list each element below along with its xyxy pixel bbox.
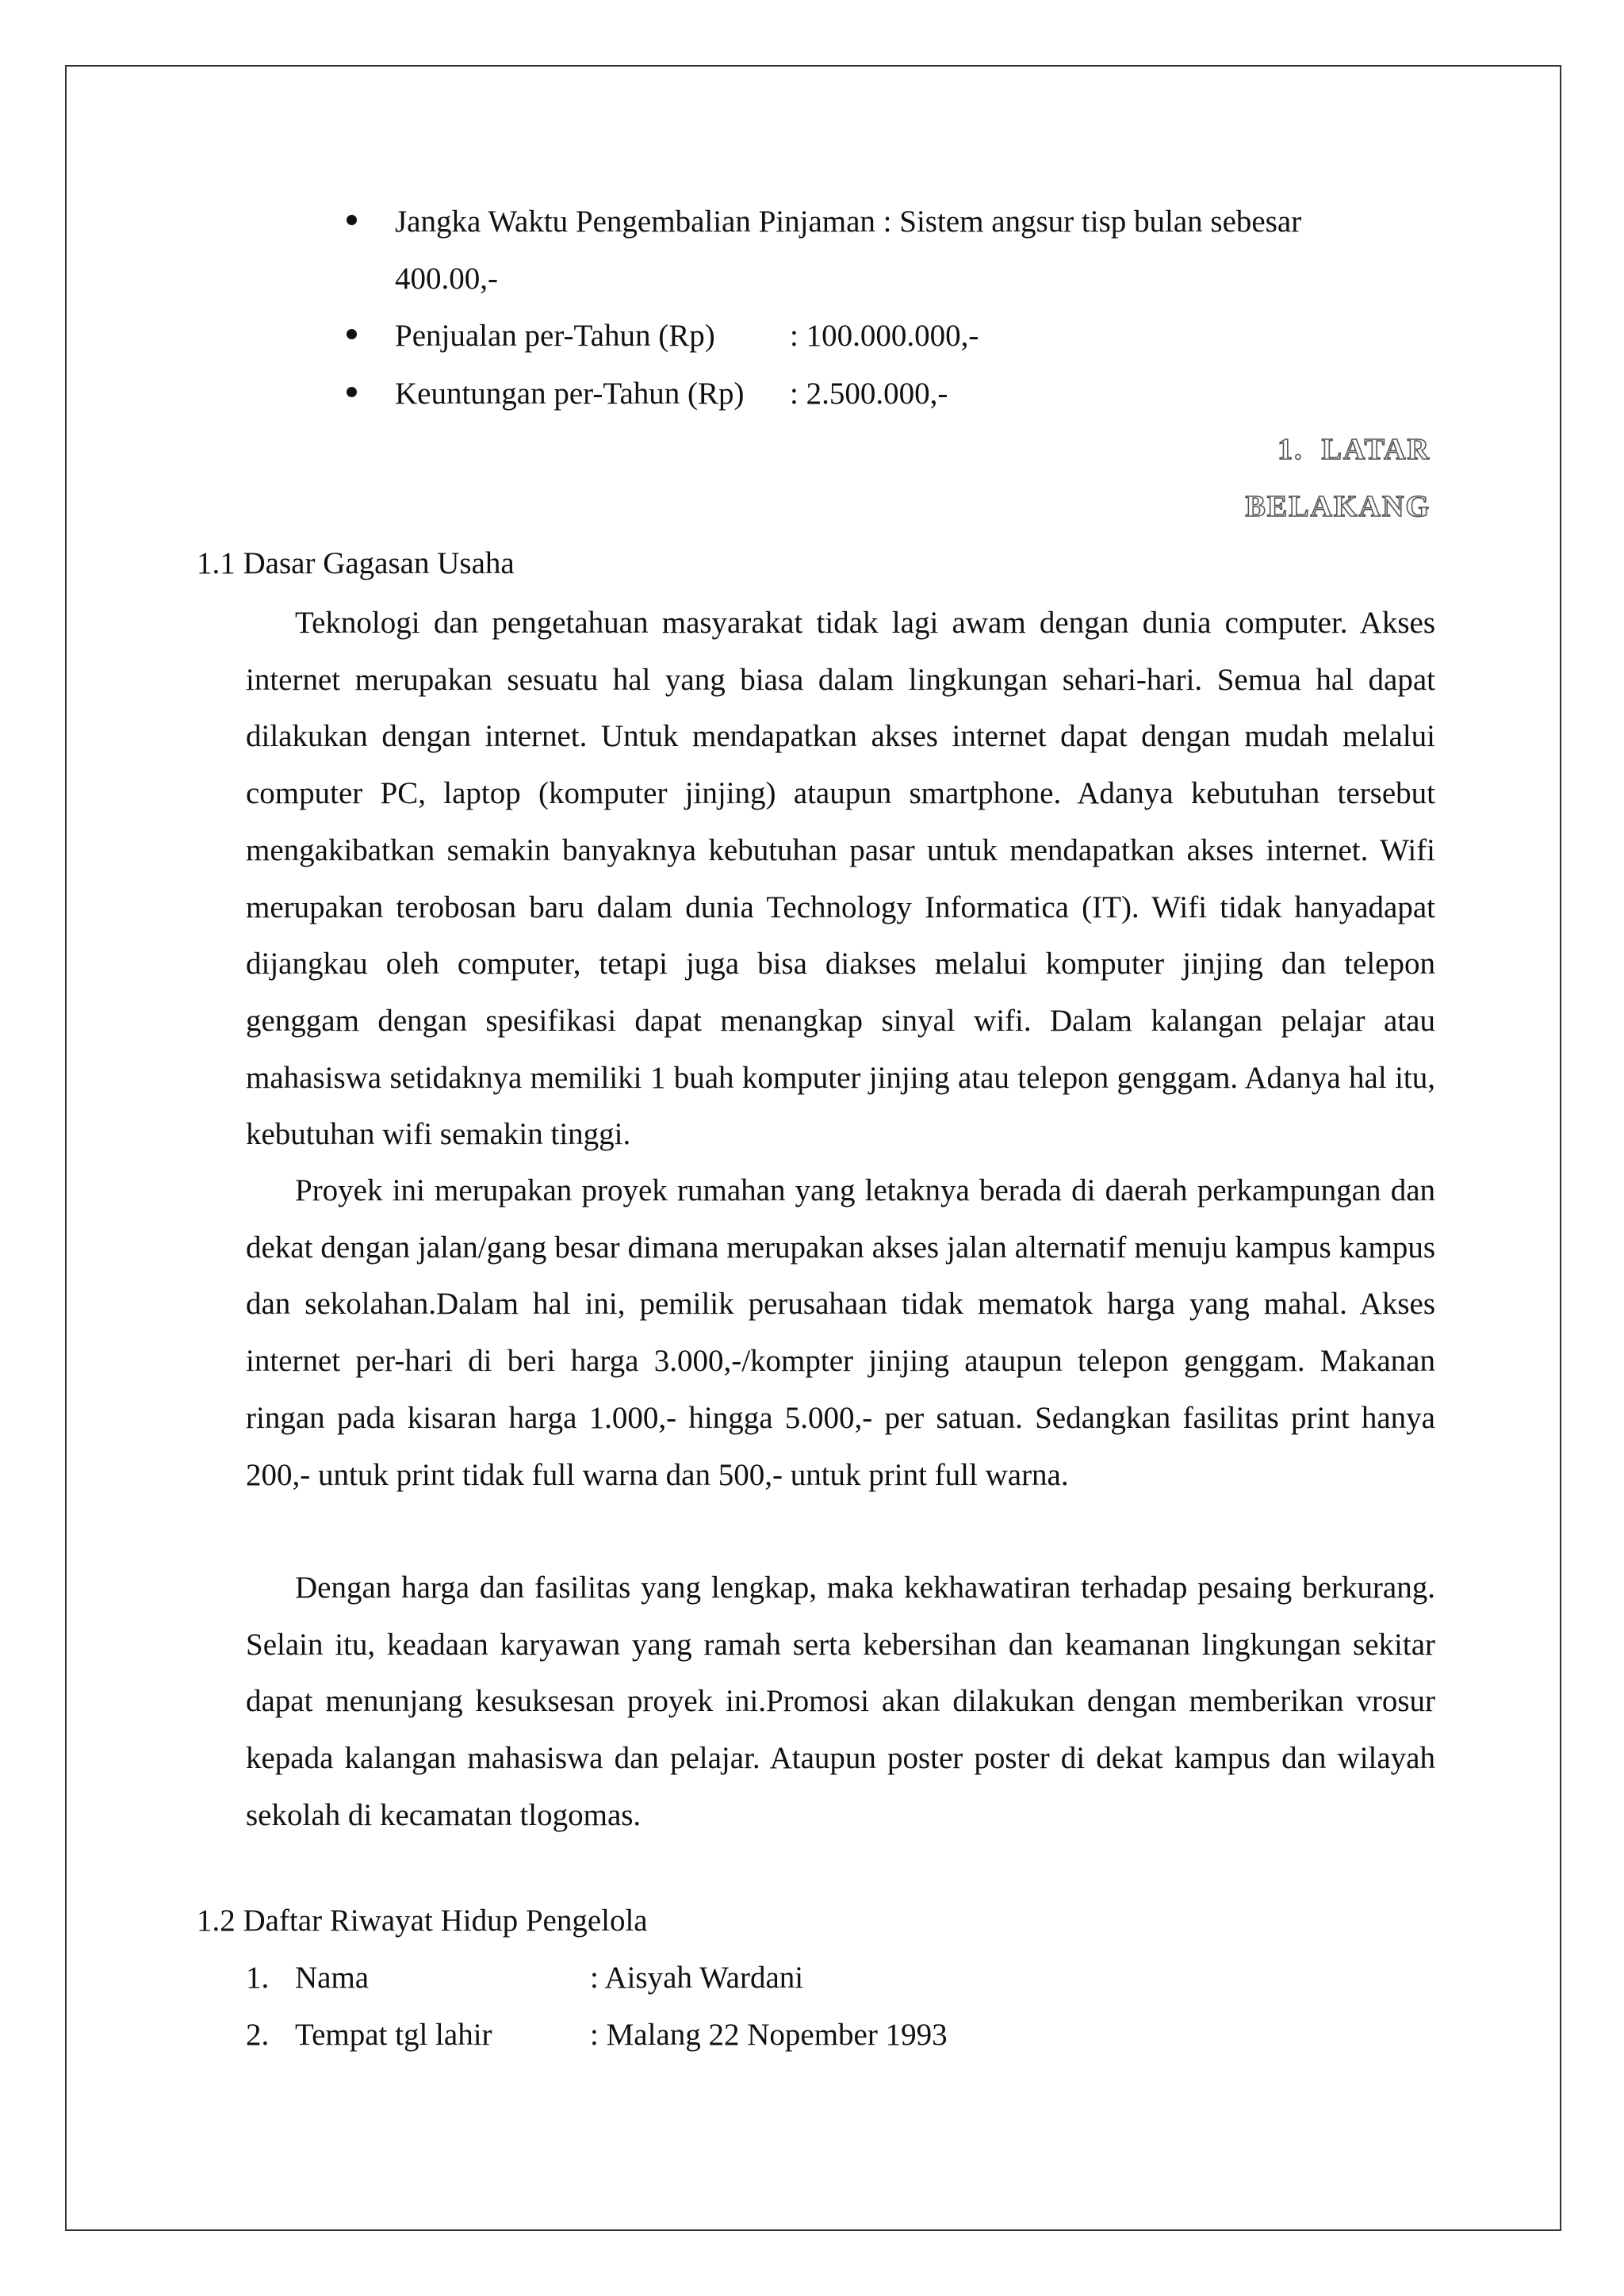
section-heading-line1: 1. LATAR xyxy=(1277,433,1431,466)
paragraph-1-text: Teknologi dan pengetahuan masyarakat tidak lagi awam dengan dunia computer. Akses internet merupakan sesuatu hal yang biasa dalam lingkungan sehari-hari. Semua hal dapat dilakukan dengan internet. Untuk mendapatkan akses internet dapat dengan mudah melalui computer PC, laptop (komputer jinjing) ataupun smartphone. Adanya kebutuhan tersebut mengakibatkan semakin banyaknya kebutuhan pasar untuk mendapatkan akses internet. Wifi merupakan terobosan baru dalam dunia Technology Informatica (IT). Wifi tidak hanyadapat dijangkau oleh computer, tetapi juga bisa diakses melalui komputer jinjing dan telepon genggam dengan spesifikasi dapat menangkap sinyal wifi. Dalam kalangan pelajar atau mahasiswa setidaknya memiliki 1 buah komputer jinjing atau telepon genggam. Adanya hal itu, kebutuhan wifi semakin tinggi. xyxy=(246,606,1435,1152)
section-1-1-title: 1.1 Dasar Gagasan Usaha xyxy=(197,546,515,580)
bullet-item-profit-label: Keuntungan per-Tahun (Rp) xyxy=(395,377,745,411)
paragraph-3 xyxy=(246,1559,1435,1844)
bullet-item-sales-label: Penjualan per-Tahun (Rp) xyxy=(395,319,715,353)
paragraph-2-text: Proyek ini merupakan proyek rumahan yang letaknya berada di daerah perkampungan dan dekat dengan jalan/gang besar dimana merupakan akses jalan alternatif menuju kampus kampus dan sekolahan.Dalam hal ini, pemilik perusahaan tidak mematok harga yang mahal. Akses internet per-hari di beri harga 3.000,-/kompter jinjing ataupun telepon genggam. Makanan ringan pada kisaran harga 1.000,- hingga 5.000,- per satuan. Sedangkan fasilitas print hanya 200,- untuk print tidak full warna dan 500,- untuk print full warna. xyxy=(246,1173,1435,1492)
paragraph-3-text: Dengan harga dan fasilitas yang lengkap, maka kekhawatiran terhadap pesaing berkurang. Selain itu, keadaan karyawan yang ramah serta kebersihan dan keamanan lingkungan sekitar dapat menunjang kesuksesan proyek ini.Promosi akan dilakukan dengan memberikan vrosur kepada kalangan mahasiswa dan pelajar. Ataupun poster poster di dekat kampus dan wilayah sekolah di kecamatan tlogomas. xyxy=(246,1571,1435,1832)
bullet-item-sales-value: : 100.000.000,- xyxy=(790,319,979,353)
cv-item-number: 2. xyxy=(246,2018,270,2052)
bullet-item-profit-value: : 2.500.000,- xyxy=(790,377,948,411)
cv-item-number: 1. xyxy=(246,1961,270,1995)
section-heading-line2: BELAKANG xyxy=(1245,490,1431,523)
bullet-dot-icon xyxy=(347,387,357,397)
cv-item-label: Nama xyxy=(295,1961,370,1995)
cv-item-value: : Aisyah Wardani xyxy=(590,1961,804,1995)
bullet-item-loan-term: Jangka Waktu Pengembalian Pinjaman : Sistem angsur tisp bulan sebesar xyxy=(395,205,1302,239)
section-1-2-title: 1.2 Daftar Riwayat Hidup Pengelola xyxy=(197,1904,648,1938)
cv-item-label: Tempat tgl lahir xyxy=(295,2018,492,2052)
bullet-dot-icon xyxy=(347,215,357,225)
paragraph-1 xyxy=(246,595,1435,1163)
cv-item-value: : Malang 22 Nopember 1993 xyxy=(590,2018,948,2052)
bullet-dot-icon xyxy=(347,329,357,339)
paragraph-2 xyxy=(246,1162,1435,1503)
bullet-item-loan-term-cont: 400.00,- xyxy=(395,262,498,296)
